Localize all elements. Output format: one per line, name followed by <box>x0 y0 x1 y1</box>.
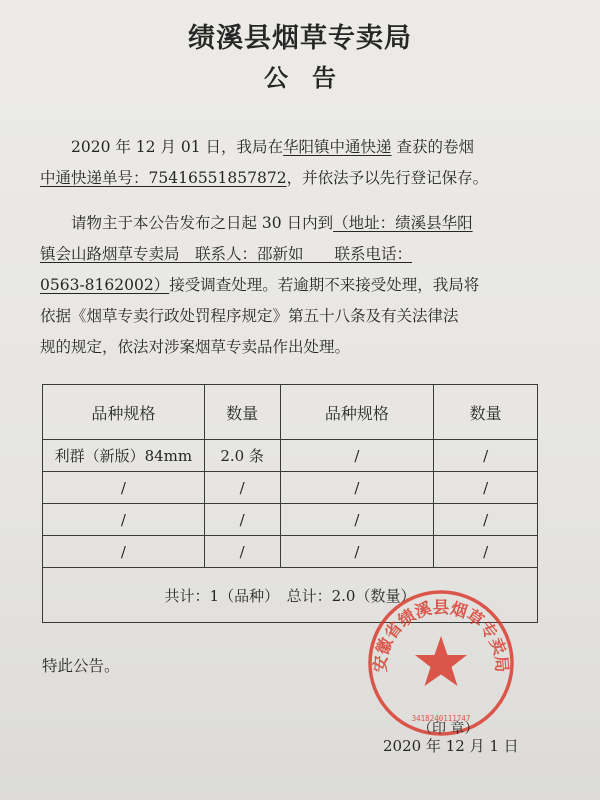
official-seal-stamp <box>366 588 516 738</box>
table-cell: / <box>280 440 434 472</box>
table-cell: / <box>280 472 434 504</box>
table-header-row <box>43 385 538 440</box>
table-cell: / <box>204 536 280 568</box>
seal-note: （印 章） <box>418 721 479 737</box>
table-cell: / <box>43 536 205 568</box>
seizure-date-text: 2020 年 12 月 01 日，我局在 <box>71 138 284 156</box>
instruction-text-2: 接受调查处理。若逾期不来接受处理，我局将 <box>169 276 480 294</box>
table-cell: / <box>280 536 434 568</box>
column-header: 品种规格 <box>280 385 434 440</box>
table-row <box>43 504 538 536</box>
paragraph-seizure <box>40 132 560 194</box>
table-total: 共计：1（品种） 总计：2.0（数量） <box>43 568 538 623</box>
tracking-number: 75416551857872 <box>148 169 287 187</box>
table-cell: / <box>434 472 538 504</box>
seal-org-text: 安徽省绩溪县烟草专卖局 <box>370 597 512 673</box>
table-cell: / <box>204 504 280 536</box>
seal-code: 3418240111747 <box>411 714 471 723</box>
instruction-text: 请物主于本公告发布之日起 30 日内到 <box>71 214 334 232</box>
legal-basis-line-2: 规的规定，依法对涉案烟草专卖品作出处理。 <box>40 338 351 356</box>
table-row <box>43 472 538 504</box>
contact-phone: 0563-8162002） <box>40 276 170 294</box>
contact-line: 镇会山路烟草专卖局 联系人：邵新如 联系电话： <box>40 245 413 263</box>
seizure-action-text: ，并依法予以先行登记保存。 <box>286 169 489 187</box>
table-cell: / <box>434 440 538 472</box>
page-title: 绩溪县烟草专卖局 <box>188 23 412 54</box>
table-cell: / <box>43 504 205 536</box>
issue-date: 2020 年 12 月 1 日 <box>383 737 519 755</box>
table-cell: / <box>434 536 538 568</box>
seizure-place: 华阳镇中通快递 <box>283 138 392 156</box>
column-header: 品种规格 <box>43 385 205 440</box>
table-cell: / <box>434 504 538 536</box>
table-row <box>43 536 538 568</box>
paragraph-instructions <box>40 208 560 363</box>
seal-star-icon <box>415 636 467 686</box>
page-subtitle: 公告 <box>264 64 360 92</box>
legal-basis-line: 依据《烟草专卖行政处罚程序规定》第五十八条及有关法律法 <box>40 307 459 325</box>
table-cell: / <box>280 504 434 536</box>
column-header: 数量 <box>434 385 538 440</box>
address-text: （地址：绩溪县华阳 <box>333 214 473 232</box>
table-cell: 2.0 条 <box>204 440 280 472</box>
column-header: 数量 <box>204 385 280 440</box>
table-cell: / <box>43 472 205 504</box>
table-row <box>43 440 538 472</box>
closing-text: 特此公告。 <box>42 657 120 675</box>
table-cell: 利群（新版）84mm <box>43 440 205 472</box>
tracking-label: 中通快递单号： <box>40 169 149 187</box>
table-cell: / <box>204 472 280 504</box>
seizure-text-tail: 查获的卷烟 <box>391 138 474 156</box>
